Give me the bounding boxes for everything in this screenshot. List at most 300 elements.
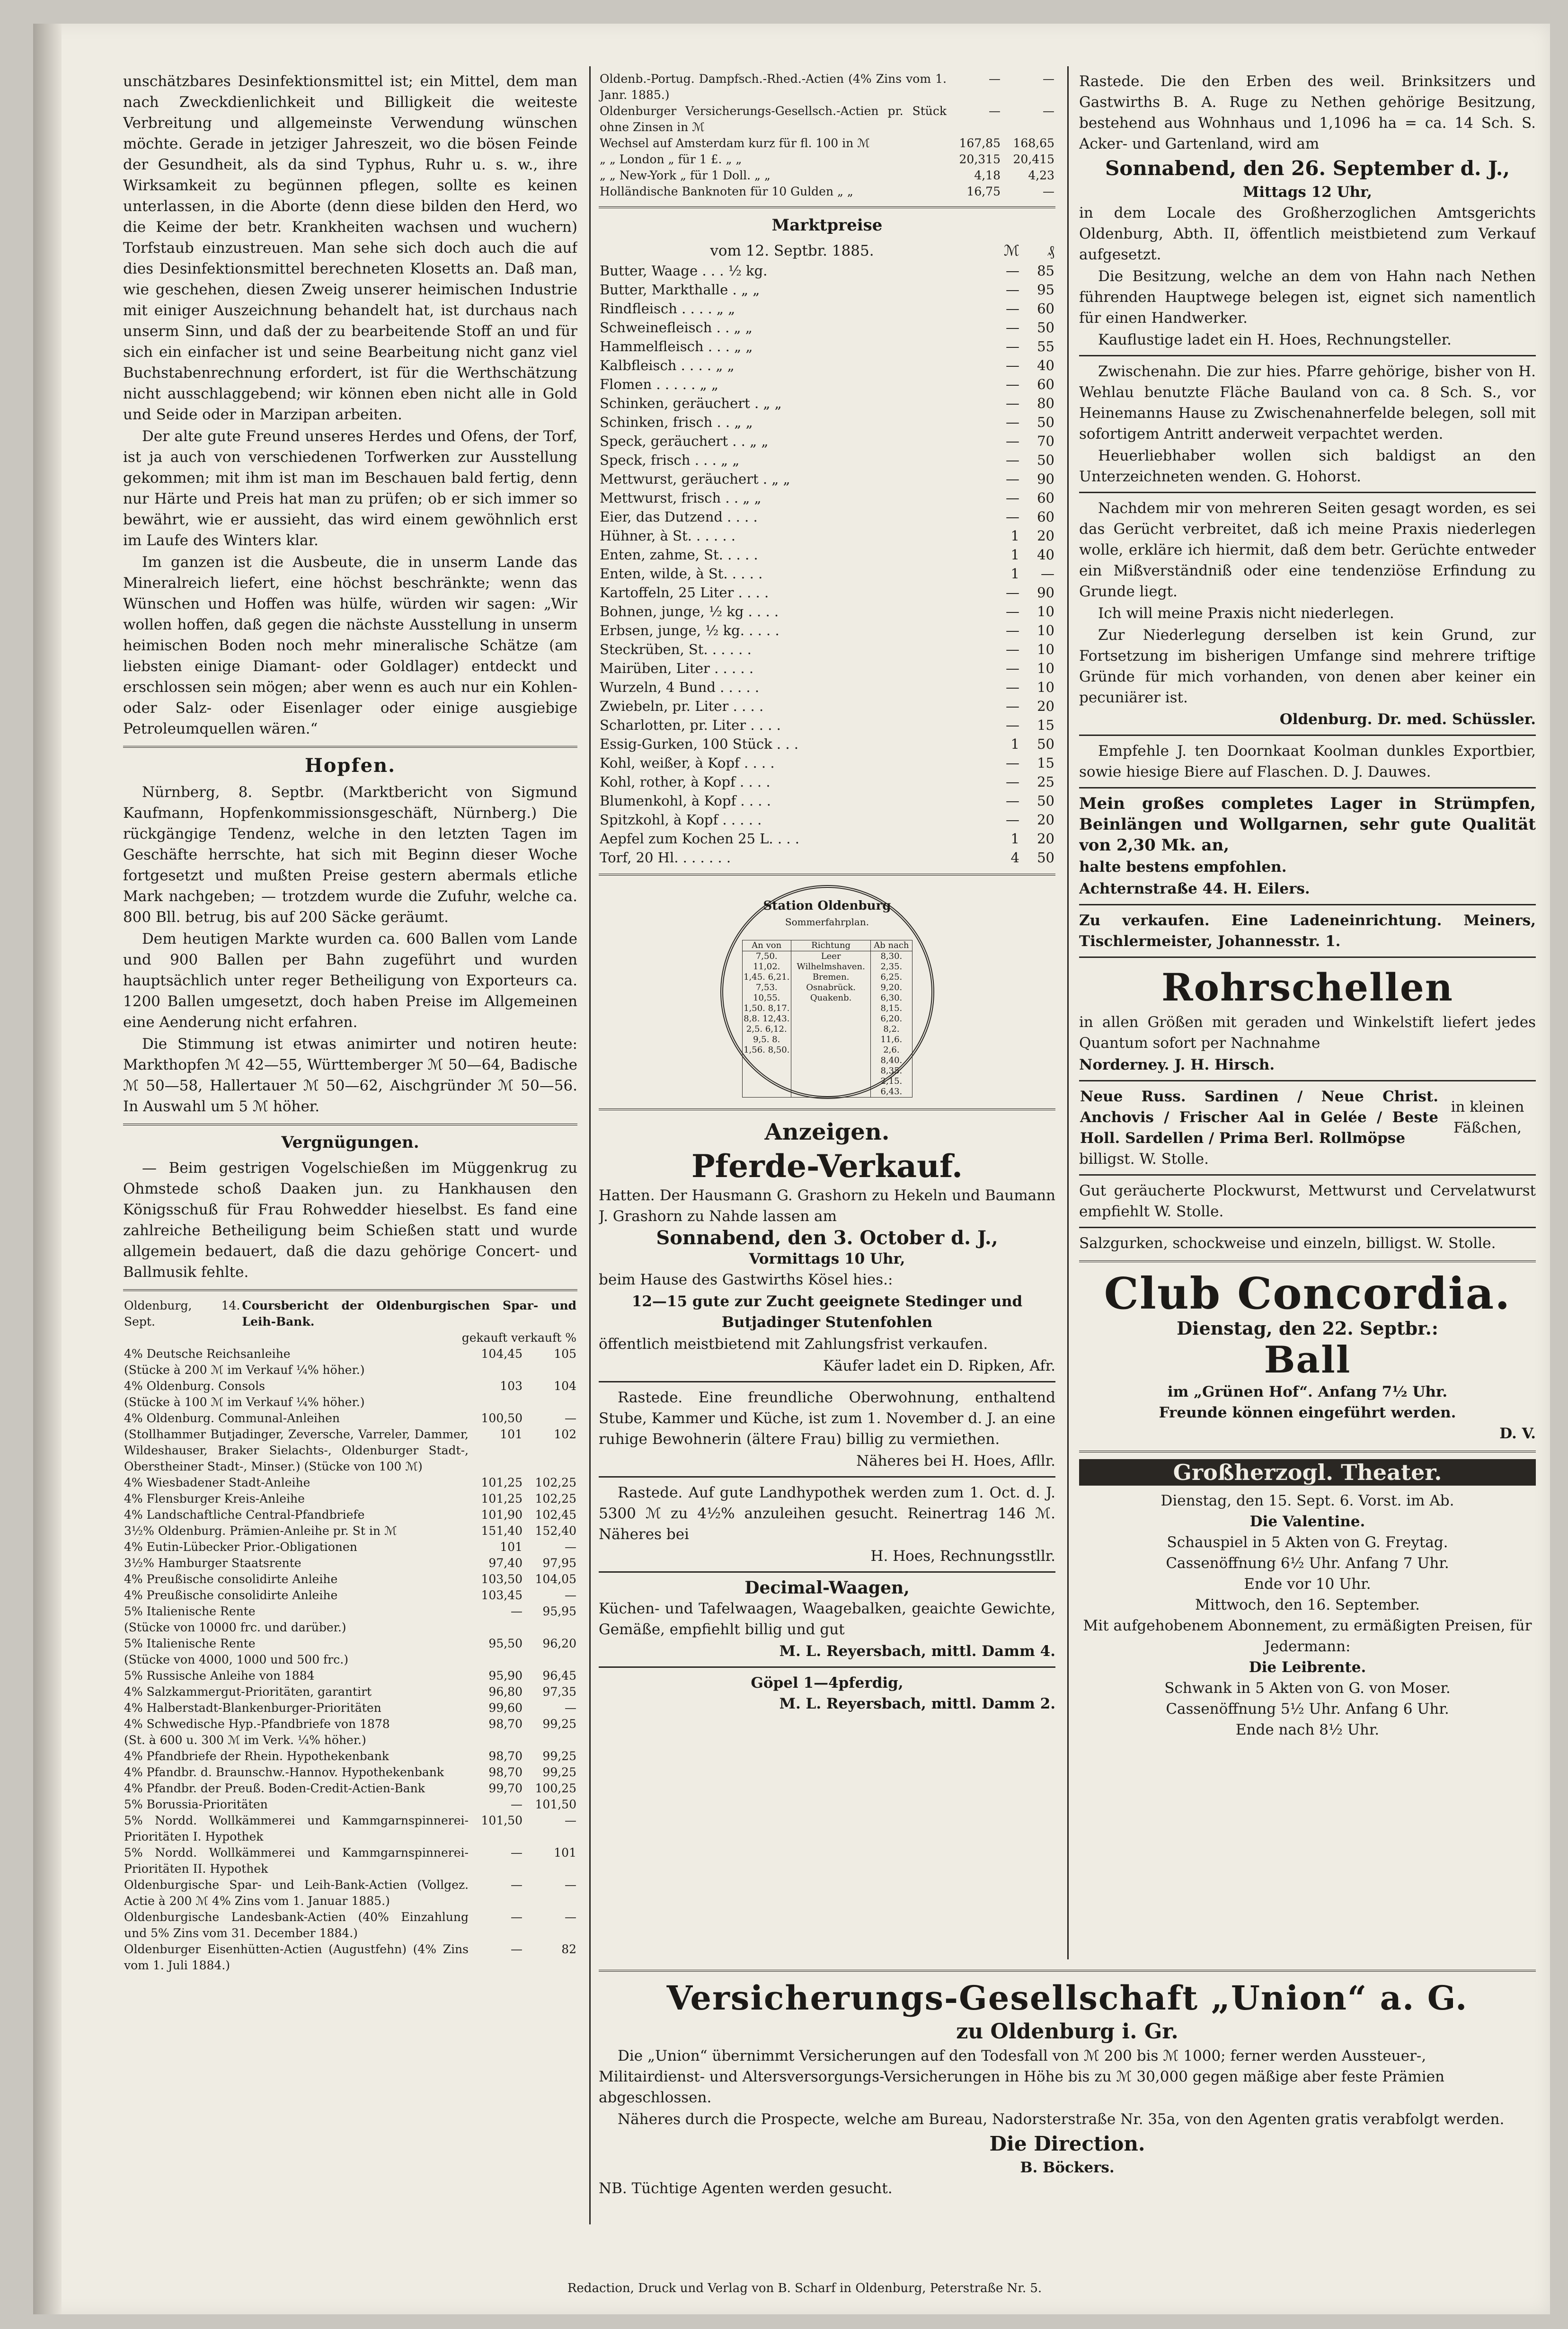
- marktpreis-mark: 1: [1010, 547, 1019, 563]
- kurs-row: [123, 1539, 577, 1555]
- ad-divider: [1079, 787, 1536, 788]
- kurs-name: Holländische Banknoten für 10 Gulden „ „: [600, 185, 853, 198]
- marktpreis-row: [599, 413, 1055, 432]
- kurs-name: (Stücke von 10000 frc. und darüber.): [124, 1621, 346, 1634]
- kurs-buy: 100,50: [481, 1411, 523, 1425]
- kurs-name: Oldenburgische Landesbank-Actien (40% Einzahlung und 5% Zins vom 31. December 1884.): [124, 1910, 469, 1940]
- kurs-row: [123, 1571, 577, 1587]
- seal-cell: 8,30. 2,35. 6,25. 9,20. 6,30. 8,15. 6,20. 8,2. 11,6. 2,6. 8,40. 8,35. 2,15. 6,43.: [871, 951, 912, 1098]
- hopfen-paragraph: Nürnberg, 8. Septbr. (Marktbericht von Sigmund Kaufmann, Hopfenkommissionsgeschäft, Nürnberg.) Die rückgängige Tendenz, welche in den letzten Tagen im Geschäfte herrschte, hat sich mit Beginn dieser Woche fortgesetzt und mußten Preise gestern abermals etliche Mark nachgeben; — trotzdem wurde die Zufuhr, welche ca. 800 Bll. betrug, bis auf 200 Säcke geräumt.: [123, 784, 577, 926]
- kurs-name: 4% Halberstadt-Blankenburger-Prioritäten: [124, 1701, 381, 1715]
- kurs-row: [123, 1603, 577, 1620]
- kurs-name: 4% Preußische consolidirte Anleihe: [124, 1588, 338, 1602]
- kurs-sell: 100,25: [535, 1781, 576, 1795]
- kurs-buy: —: [511, 1942, 523, 1956]
- kurs-name: „ „ London „ für 1 £. „ „: [600, 152, 742, 166]
- kurs-row: [123, 1732, 577, 1748]
- ad-text: öffentlich meistbietend mit Zahlungsfrist verkaufen.: [599, 1336, 988, 1353]
- kurs-sell: —: [565, 1910, 576, 1924]
- kurs-name: 4% Oldenburg. Communal-Anleihen: [124, 1411, 340, 1425]
- ad-signature: M. L. Reyersbach, mittl. Damm 2.: [779, 1695, 1055, 1712]
- kurs-col-sell: verkauft: [511, 1331, 562, 1345]
- article-paragraph: Im ganzen ist die Ausbeute, die in unserm Lande das Mineralreich liefert, eine höchst beschränkte; wenn das Wünschen und Hoffen was hülfe, würden wir sagen: „Wir wollen hoffen, daß gegen die nächste Ausstellung in unserm heimischen Boden noch mehr mineralische Schätze (am liebsten einige Diamant- oder Goldlager) entdeckt und erschlossen sein mögen; aber wenn es auch nur ein Kohlen- oder Salz- oder Eisenlager oder einige ausgiebige Petroleumquellen wären.“: [123, 554, 577, 737]
- marktpreis-pfennig: 60: [1037, 509, 1054, 525]
- marktpreis-row: [599, 394, 1055, 413]
- club-title: Club Concordia.: [1104, 1268, 1511, 1319]
- section-divider: [123, 1289, 577, 1291]
- kurs-name: 4% Schwedische Hyp.-Pfandbriefe von 1878: [124, 1717, 390, 1731]
- kurs-sell: 4,23: [1028, 168, 1054, 182]
- seal-header: Richtung: [791, 940, 870, 951]
- marktpreis-row: [599, 602, 1055, 621]
- kurs-row: [123, 1620, 577, 1636]
- kurs-name: (Stücke à 100 ℳ im Verkauf ¼% höher.): [124, 1395, 365, 1409]
- marktpreis-row: [599, 848, 1055, 867]
- marktpreis-item: Wurzeln, 4 Bund . . . . .: [600, 679, 760, 695]
- marktpreis-row: [599, 488, 1055, 507]
- marktpreis-row: [599, 280, 1055, 299]
- marktpreis-mark: —: [1006, 414, 1019, 430]
- marktpreis-mark: —: [1006, 490, 1019, 506]
- section-title-vergnuegungen: Vergnügungen.: [281, 1133, 419, 1152]
- marktpreis-item: Hammelfleisch . . . „ „: [600, 338, 753, 354]
- anzeigen-title: Anzeigen.: [764, 1119, 890, 1145]
- marktpreis-item: Speck, frisch . . . „ „: [600, 452, 740, 468]
- kurs-row: [123, 1475, 577, 1491]
- marktpreis-mark: —: [1006, 584, 1019, 601]
- marktpreis-pfennig: 50: [1037, 736, 1054, 752]
- ad-divider: [599, 1571, 1055, 1573]
- marktpreis-pfennig: 25: [1037, 774, 1054, 790]
- marktpreis-mark: 1: [1010, 566, 1019, 582]
- marktpreis-pfennig: 95: [1037, 282, 1054, 298]
- kurs-row: [599, 71, 1055, 103]
- marktpreis-row: [599, 583, 1055, 602]
- article-paragraph: Der alte gute Freund unseres Herdes und Ofens, der Torf, ist ja auch von verschiedenen Torfwerken zur Ausstellung gekommen; mit ihm ist man im Beschauen bald fertig, denn nur Härte und Preis hat man zu prüfen; ob er sich immer so bewährt, wie er aussieht, das wird einem gewöhnlich erst im Laufe des Winters klar.: [123, 428, 577, 549]
- marktpreis-pfennig: 10: [1037, 603, 1054, 620]
- union-ad: [599, 1963, 1536, 2200]
- ad-divider: [1079, 1174, 1536, 1176]
- kurs-name: (Stollhammer Butjadinger, Zeversche, Varreler, Dammer, Wildeshauser, Braker Sielachts-, Oldenburger Stadt-, Oberstheiner Stadt-, Minser.) (Stücke von 100 ℳ): [124, 1427, 469, 1473]
- kurs-sell: 96,45: [542, 1669, 576, 1683]
- kurs-buy: 167,85: [959, 136, 1001, 150]
- kurs-name: (St. à 600 u. 300 ℳ im Verk. ¼% höher.): [124, 1733, 366, 1747]
- kurs-buy: 99,60: [488, 1701, 523, 1715]
- marktpreis-pfennig: 50: [1037, 850, 1054, 866]
- marktpreis-pfennig: 20: [1037, 698, 1054, 714]
- kurs-buy: 97,40: [488, 1556, 523, 1570]
- ad-text: in dem Locale des Großherzoglichen Amtsgerichts Oldenburg, Abth. II, öffentlich meistbietend zum Verkauf aufgesetzt.: [1079, 204, 1536, 263]
- marktpreis-row: [599, 451, 1055, 469]
- marktpreis-row: [599, 318, 1055, 337]
- seal-cell: Leer Wilhelmshaven. Bremen. Osnabrück. Quakenb.: [791, 951, 870, 1098]
- marktpreis-mark: —: [1006, 301, 1019, 317]
- marktpreis-pfennig: —: [1041, 566, 1054, 582]
- ad-signature: Achternstraße 44. H. Eilers.: [1079, 880, 1310, 897]
- marktpreis-row: [599, 432, 1055, 451]
- kurs-title: Coursbericht der Oldenburgischen Spar- und Leih-Bank.: [242, 1299, 576, 1328]
- marktpreis-row: [599, 735, 1055, 753]
- kurs-sell: 96,20: [542, 1637, 576, 1650]
- marktpreis-mark: —: [1006, 660, 1019, 676]
- section-divider: [123, 746, 577, 748]
- kurs-name: 5% Russische Anleihe von 1884: [124, 1669, 315, 1683]
- kurs-row: [123, 1941, 577, 1974]
- kurs-sell: 101: [554, 1846, 576, 1860]
- kurs-sell: —: [565, 1411, 576, 1425]
- kurs-name: 4% Eutin-Lübecker Prior.-Obligationen: [124, 1540, 357, 1554]
- kurs-table: [123, 1346, 577, 1974]
- marktpreis-pfennig: 15: [1037, 717, 1054, 733]
- pferde-title: Pferde-Verkauf.: [691, 1148, 963, 1185]
- column-rule-1: [589, 66, 591, 2224]
- kurs-row: [123, 1636, 577, 1652]
- kurs-row: [123, 1587, 577, 1603]
- marktpreis-mark: —: [1006, 282, 1019, 298]
- kurs-buy: 103: [500, 1379, 523, 1393]
- kurs-sell: [523, 1362, 577, 1378]
- kurs-row: [123, 1362, 577, 1378]
- kurs-sell: —: [565, 1878, 576, 1892]
- theater-line: Dienstag, den 15. Sept. 6. Vorst. im Ab.: [1160, 1492, 1454, 1509]
- ad-title: Göpel 1—4pferdig,: [751, 1674, 904, 1691]
- ad-signature: M. L. Reyersbach, mittl. Damm 4.: [779, 1643, 1055, 1660]
- marktpreis-row: [599, 810, 1055, 829]
- marktpreis-row: [599, 526, 1055, 545]
- kurs-sell: 99,25: [542, 1717, 576, 1731]
- kurs-row: [123, 1555, 577, 1571]
- kurs-sell: [523, 1394, 577, 1410]
- ad-signature: Käufer ladet ein D. Ripken, Afr.: [823, 1357, 1055, 1374]
- marktpreis-pfennig: 20: [1037, 528, 1054, 544]
- marktpreis-mark: —: [1006, 263, 1019, 279]
- marktpreis-mark: —: [1006, 395, 1019, 411]
- kurs-row: [123, 1813, 577, 1845]
- kurs-sell: 102,25: [535, 1476, 576, 1489]
- marktpreis-row: [599, 697, 1055, 716]
- kurs-buy: 101,25: [481, 1476, 523, 1489]
- kurs-buy: 95,50: [488, 1637, 523, 1650]
- marktpreis-mark: —: [1006, 338, 1019, 354]
- theater-line: Ende vor 10 Uhr.: [1244, 1576, 1371, 1593]
- kurs-row: [123, 1845, 577, 1877]
- marktpreis-item: Aepfel zum Kochen 25 L. . . .: [600, 831, 799, 847]
- marktpreis-mark: —: [1006, 433, 1019, 449]
- club-text: Freunde können eingeführt werden.: [1159, 1404, 1456, 1421]
- kurs-name: 4% Oldenburg. Consols: [124, 1379, 265, 1393]
- marktpreis-pfennig: 85: [1037, 263, 1054, 279]
- marktpreis-item: Kalbfleisch . . . . „ „: [600, 357, 735, 373]
- kurs-name: 4% Flensburger Kreis-Anleihe: [124, 1492, 305, 1505]
- kurs-sell: 82: [561, 1942, 576, 1956]
- kurs-name: „ „ New-York „ für 1 Doll. „ „: [600, 168, 771, 182]
- theater-line: Die Leibrente.: [1249, 1659, 1366, 1676]
- marktpreis-mark: 4: [1010, 850, 1019, 866]
- kurs-sell: —: [565, 1588, 576, 1602]
- marktpreis-mark: —: [1006, 622, 1019, 638]
- marktpreis-row: [599, 753, 1055, 772]
- section-divider: [599, 206, 1055, 208]
- kurs-sell: 102,25: [535, 1492, 576, 1505]
- unit-mark: ℳ: [1003, 242, 1019, 259]
- kurs-buy: 103,45: [481, 1588, 523, 1602]
- marktpreis-item: Bohnen, junge, ½ kg . . . .: [600, 603, 779, 620]
- kurs-sell: 152,40: [535, 1524, 576, 1538]
- kurs-row: [123, 1426, 577, 1475]
- kurs-buy: 101,25: [481, 1492, 523, 1505]
- marktpreis-mark: —: [1006, 793, 1019, 809]
- seal-cell: 7,50. 11,02. 1,45. 6,21. 7,53. 10,55. 1,50. 8,17. 8,8. 12,43. 2,5. 6,12. 9,5. 8. 1,56. 8,50.: [742, 951, 791, 1098]
- marktpreis-pfennig: 90: [1037, 471, 1054, 487]
- ad-divider: [599, 1666, 1055, 1668]
- marktpreis-row: [599, 716, 1055, 735]
- kurs-name: 4% Pfandbr. der Preuß. Boden-Credit-Actien-Bank: [124, 1781, 425, 1795]
- union-text: Näheres durch die Prospecte, welche am Bureau, Nadorsterstraße Nr. 35a, von den Agenten gratis verabfolgt werden.: [618, 2111, 1505, 2128]
- kurs-buy: [470, 1620, 523, 1636]
- kurs-buy: 101,90: [481, 1508, 523, 1522]
- theater-line: Schauspiel in 5 Akten von G. Freytag.: [1167, 1534, 1448, 1551]
- ad-text: Rastede. Auf gute Landhypothek werden zum 1. Oct. d. J. 5300 ℳ zu 4½% anzuleihen gesucht. Reinertrag 146 ℳ. Näheres bei: [599, 1484, 1055, 1543]
- marktpreis-mark: —: [1006, 698, 1019, 714]
- kurs-buy: [470, 1732, 523, 1748]
- kurs-row: [123, 1410, 577, 1426]
- ad-divider: [1079, 904, 1536, 905]
- kurs-buy: 151,40: [481, 1524, 523, 1538]
- marktpreis-pfennig: 50: [1037, 319, 1054, 336]
- page-binding-shadow: [33, 24, 62, 2314]
- kurs-name: 4% Landschaftliche Central-Pfandbriefe: [124, 1508, 365, 1522]
- kurs-name: Wechsel auf Amsterdam kurz für fl. 100 in ℳ: [600, 136, 870, 150]
- kurs-name: 5% Italienische Rente: [124, 1604, 256, 1618]
- theater-line: Mit aufgehobenem Abonnement, zu ermäßigten Preisen, für Jedermann:: [1083, 1617, 1532, 1655]
- union-direction: Die Direction.: [989, 2132, 1145, 2155]
- kurs-sell: 97,35: [542, 1685, 576, 1699]
- marktpreise-table: [599, 261, 1055, 867]
- kurs-buy: 101: [500, 1540, 523, 1554]
- marktpreis-item: Enten, zahme, St. . . . .: [600, 547, 758, 563]
- ad-title: Decimal-Waagen,: [744, 1578, 910, 1598]
- kurs-row: [599, 151, 1055, 168]
- marktpreis-mark: —: [1006, 357, 1019, 373]
- stolle-ad: [1079, 1086, 1536, 1149]
- kurs-table-continued: [599, 71, 1055, 200]
- kurs-sell: 102: [554, 1427, 576, 1441]
- marktpreis-pfennig: 80: [1037, 395, 1054, 411]
- marktpreis-row: [599, 678, 1055, 697]
- kurs-row: [123, 1378, 577, 1394]
- ad-text: in allen Größen mit geraden und Winkelstift liefert jedes Quantum sofort per Nachnahme: [1079, 1014, 1536, 1052]
- marktpreis-item: Erbsen, junge, ½ kg. . . . .: [600, 622, 780, 638]
- kurs-header: [123, 1298, 577, 1346]
- marktpreis-row: [599, 829, 1055, 848]
- section-divider: [599, 874, 1055, 876]
- ad-signature: Näheres bei H. Hoes, Afllr.: [856, 1452, 1055, 1470]
- kurs-buy: —: [511, 1798, 523, 1811]
- marktpreis-row: [599, 261, 1055, 280]
- kurs-name: 5% Nordd. Wollkämmerei und Kammgarnspinnerei-Prioritäten II. Hypothek: [124, 1846, 469, 1876]
- kurs-name: Oldenburger Eisenhütten-Actien (Augustfehn) (4% Zins vom 1. Juli 1884.): [124, 1942, 469, 1972]
- kurs-sell: [523, 1620, 577, 1636]
- marktpreis-pfennig: 50: [1037, 414, 1054, 430]
- marktpreis-item: Mairüben, Liter . . . . .: [600, 660, 754, 676]
- marktpreis-row: [599, 772, 1055, 791]
- union-nb: NB. Tüchtige Agenten werden gesucht.: [599, 2180, 893, 2197]
- seal-subtitle: Sommerfahrplan.: [785, 916, 869, 928]
- ad-text: Zwischenahn. Die zur hies. Pfarre gehörige, bisher von H. Wehlau benutzte Fläche Bauland von ca. 8 Sch. S., vor Heinemanns Hause zu Zwischenahnerfelde belegen, soll mit sofortigem Antritt anderweit verpachtet werden.: [1079, 363, 1536, 443]
- kurs-name: Oldenburgische Spar- und Leih-Bank-Actien (Vollgez. Actie à 200 ℳ 4% Zins vom 1. Januar 1885.): [124, 1878, 469, 1908]
- marktpreis-pfennig: 10: [1037, 622, 1054, 638]
- seal-header: Ab nach: [871, 940, 912, 951]
- kurs-buy: —: [511, 1910, 523, 1924]
- ad-divider: [1079, 1227, 1536, 1228]
- marktpreis-pfennig: 60: [1037, 301, 1054, 317]
- ad-text: halte bestens empfohlen.: [1079, 859, 1287, 876]
- marktpreis-row: [599, 507, 1055, 526]
- kurs-name: 4% Deutsche Reichsanleihe: [124, 1347, 291, 1361]
- ad-date: Sonnabend, den 26. September d. J.,: [1105, 157, 1510, 180]
- marktpreis-pfennig: 40: [1037, 357, 1054, 373]
- kurs-row: [123, 1797, 577, 1813]
- kurs-row: [123, 1700, 577, 1716]
- kurs-row: [123, 1684, 577, 1700]
- ad-text: Ich will meine Praxis nicht niederlegen.: [1098, 605, 1394, 622]
- kurs-buy: —: [989, 72, 1001, 86]
- theater-line: Ende nach 8½ Uhr.: [1235, 1721, 1380, 1738]
- marktpreis-pfennig: 50: [1037, 452, 1054, 468]
- ad-text: 12—15 gute zur Zucht geeignete Stedinger und Butjadinger Stutenfohlen: [631, 1293, 1023, 1331]
- kurs-buy: 20,315: [959, 152, 1001, 166]
- kurs-row: [123, 1652, 577, 1668]
- kurs-col-buy: gekauft: [461, 1331, 507, 1345]
- hopfen-paragraph: Dem heutigen Markte wurden ca. 600 Ballen vom Lande und 900 Ballen per Bahn zugeführt und wurden hauptsächlich unter reger Betheiligung von Exporteurs ca. 1200 Ballen umgesetzt, doch haben Preise im Allgemeinen eine Aenderung nicht erfahren.: [123, 930, 577, 1031]
- kurs-name: 4% Pfandbriefe der Rhein. Hypothekenbank: [124, 1749, 389, 1763]
- section-title-hopfen: Hopfen.: [304, 754, 396, 777]
- marktpreis-item: Zwiebeln, pr. Liter . . . .: [600, 698, 764, 714]
- marktpreis-item: Mettwurst, frisch . . „ „: [600, 490, 762, 506]
- marktpreis-item: Essig-Gurken, 100 Stück . . .: [600, 736, 799, 752]
- ad-text: Hatten. Der Hausmann G. Grashorn zu Hekeln und Baumann J. Grashorn zu Nahde lassen am: [599, 1187, 1055, 1225]
- column-left: [123, 71, 577, 2267]
- seal-title: Station Oldenburg: [763, 899, 891, 913]
- marktpreis-mark: —: [1006, 641, 1019, 657]
- kurs-buy: 98,70: [488, 1765, 523, 1779]
- marktpreis-row: [599, 621, 1055, 640]
- ad-divider: [599, 1970, 1536, 1972]
- marktpreis-pfennig: 60: [1037, 376, 1054, 392]
- ad-divider: [1079, 492, 1536, 493]
- ad-signature: Norderney. J. H. Hirsch.: [1079, 1056, 1275, 1073]
- section-divider: [123, 1124, 577, 1125]
- article-paragraph: unschätzbares Desinfektionsmittel ist; ein Mittel, dem man nach Zweckdienlichkeit und Billigkeit die weiteste Verbreitung und allgemeinste Verwendung wünschen möchte. Gerade in jetziger Jahreszeit, wo die bösen Feinde der Gesundheit, als da sind Typhus, Ruhr u. s. w., ihre Wirksamkeit zu begünnen pflegen, sollte es keinen unterlassen, in die Aborte (denn diese bilden den Herd, wo die Keime der betr. Krankheiten wachsen und wuchern) Torfstaub einzustreuen. Man sehe sich doch auch die auf dies Desinfektionsmittel berechneten Klosetts an. Daß man, wie geschehen, diesen Zweig unserer heimischen Industrie mit einiger Auszeichnung behandelt hat, ist durchaus nach unserm Sinn, und daß der zu bearbeitende Stoff an und für sich ein einfacher ist und seine Bearbeitung nicht ganz viel Buchstabenrechnung erfordert, ist für die Werthschätzung nicht ausschlaggebend; wir können eben nicht alle in Gold und Seide oder in Marzipan arbeiten.: [123, 73, 577, 423]
- kurs-buy: 103,50: [481, 1572, 523, 1586]
- imprint-footer: Redaction, Druck und Verlag von B. Scharf in Oldenburg, Peterstraße Nr. 5.: [567, 2281, 1042, 2295]
- section-divider: [599, 1108, 1055, 1110]
- marktpreis-item: Hühner, à St. . . . . .: [600, 528, 736, 544]
- marktpreis-pfennig: 60: [1037, 490, 1054, 506]
- ad-text: Salzgurken, schockweise und einzeln, billigst. W. Stolle.: [1079, 1235, 1496, 1252]
- kurs-row: [599, 168, 1055, 184]
- ad-date: Sonnabend, den 3. October d. J.,: [656, 1227, 998, 1249]
- marktpreise-title: Marktpreise: [771, 216, 883, 235]
- marktpreis-mark: —: [1006, 774, 1019, 790]
- hopfen-paragraph: Die Stimmung ist etwas animirter und notiren heute: Markthopfen ℳ 42—55, Württemberger ℳ 50—64, Badische ℳ 50—58, Hallertauer ℳ 50—62, Aischgründer ℳ 50—56. In Auswahl um 5 ℳ höher.: [123, 1036, 577, 1115]
- ad-signature: H. Hoes, Rechnungsstllr.: [870, 1548, 1055, 1565]
- kurs-buy: 16,75: [966, 185, 1001, 198]
- ad-text: in kleinen Fäßchen,: [1451, 1098, 1524, 1136]
- kurs-row: [123, 1507, 577, 1523]
- kurs-sell: —: [565, 1814, 576, 1827]
- theater-banner: Großherzogl. Theater.: [1079, 1459, 1536, 1486]
- marktpreis-mark: —: [1006, 452, 1019, 468]
- theater-line: Mittwoch, den 16. September.: [1195, 1596, 1420, 1613]
- marktpreis-row: [599, 659, 1055, 678]
- ad-text: Mein großes completes Lager in Strümpfen, Beinlängen und Wollgarnen, sehr gute Qualität von 2,30 Mk. an,: [1079, 794, 1536, 855]
- ad-time: Mittags 12 Uhr,: [1242, 184, 1373, 201]
- ad-divider: [1079, 956, 1536, 958]
- kurs-name: (Stücke à 200 ℳ im Verkauf ¼% höher.): [124, 1363, 365, 1377]
- marktpreis-pfennig: 10: [1037, 679, 1054, 695]
- marktpreis-mark: 1: [1010, 831, 1019, 847]
- kurs-name: (Stücke von 4000, 1000 und 500 frc.): [124, 1653, 348, 1666]
- kurs-name: 5% Nordd. Wollkämmerei und Kammgarnspinnerei-Prioritäten I. Hypothek: [124, 1814, 469, 1843]
- marktpreis-item: Steckrüben, St. . . . . .: [600, 641, 752, 657]
- marktpreis-item: Blumenkohl, à Kopf . . . .: [600, 793, 771, 809]
- ad-divider: [1079, 1451, 1536, 1452]
- marktpreis-pfennig: 55: [1037, 338, 1054, 354]
- union-signature: B. Böckers.: [1020, 2159, 1115, 2176]
- ad-text: Küchen- und Tafelwaagen, Waagebalken, geaichte Gewichte, Gemäße, empfiehlt billig und gut: [599, 1600, 1055, 1638]
- kurs-buy: —: [511, 1604, 523, 1618]
- kurs-buy: 98,70: [488, 1749, 523, 1763]
- kursbericht: [123, 1298, 577, 1974]
- unit-pfennig: ₰: [1047, 242, 1054, 259]
- theater-line: Cassenöffnung 6½ Uhr. Anfang 7 Uhr.: [1166, 1555, 1449, 1572]
- kurs-name: 5% Borussia-Prioritäten: [124, 1798, 268, 1811]
- marktpreis-row: [599, 791, 1055, 810]
- kurs-name: 4% Salzkammergut-Prioritäten, garantirt: [124, 1685, 372, 1699]
- club-ball: Ball: [1264, 1338, 1351, 1381]
- kurs-buy: [470, 1362, 523, 1378]
- ad-text: Neue Russ. Sardinen / Neue Christ. Anchovis / Frischer Aal in Gelée / Beste Holl. Sardellen / Prima Berl. Rollmöpse: [1080, 1088, 1438, 1147]
- kurs-sell: 102,45: [535, 1508, 576, 1522]
- kurs-row: [123, 1523, 577, 1539]
- union-subtitle: zu Oldenburg i. Gr.: [956, 2019, 1178, 2044]
- kurs-row: [123, 1877, 577, 1909]
- theater-line: Schwank in 5 Akten von G. von Moser.: [1164, 1680, 1451, 1697]
- ad-text: Gut geräucherte Plockwurst, Mettwurst und Cervelatwurst empfiehlt W. Stolle.: [1079, 1182, 1536, 1220]
- marktpreis-pfennig: 50: [1037, 793, 1054, 809]
- kurs-buy: 96,80: [488, 1685, 523, 1699]
- club-text: im „Grünen Hof“. Anfang 7½ Uhr.: [1167, 1383, 1448, 1400]
- kurs-buy: 101,50: [481, 1814, 523, 1827]
- kurs-buy: —: [511, 1846, 523, 1860]
- kurs-sell: 168,65: [1013, 136, 1054, 150]
- club-date: Dienstag, den 22. Septbr.:: [1177, 1318, 1438, 1339]
- column-right: [1079, 71, 1536, 1959]
- kurs-row: [123, 1394, 577, 1410]
- marktpreis-mark: —: [1006, 376, 1019, 392]
- marktpreis-mark: —: [1006, 679, 1019, 695]
- kurs-row: [123, 1748, 577, 1764]
- kurs-sell: —: [1043, 104, 1054, 118]
- ad-divider: [1079, 1260, 1536, 1262]
- kurs-sell: 99,25: [542, 1749, 576, 1763]
- marktpreis-item: Speck, geräuchert . . „ „: [600, 433, 769, 449]
- vergnuegungen-paragraph: — Beim gestrigen Vogelschießen im Müggenkrug zu Ohmstede schoß Daaken jun. zu Hankhausen den Königsschuß für Frau Rohwedder hieselbst. Es fand eine zahlreiche Betheiligung beim Schießen statt und wurde allgemein bedauert, daß die dazu gehörige Concert- und Ballmusik fehlte.: [123, 1160, 577, 1281]
- kurs-row: [123, 1716, 577, 1732]
- seal-header: An von: [742, 940, 791, 951]
- kurs-name: Oldenb.-Portug. Dampfsch.-Rhed.-Actien (4% Zins vom 1. Janr. 1885.): [600, 72, 947, 102]
